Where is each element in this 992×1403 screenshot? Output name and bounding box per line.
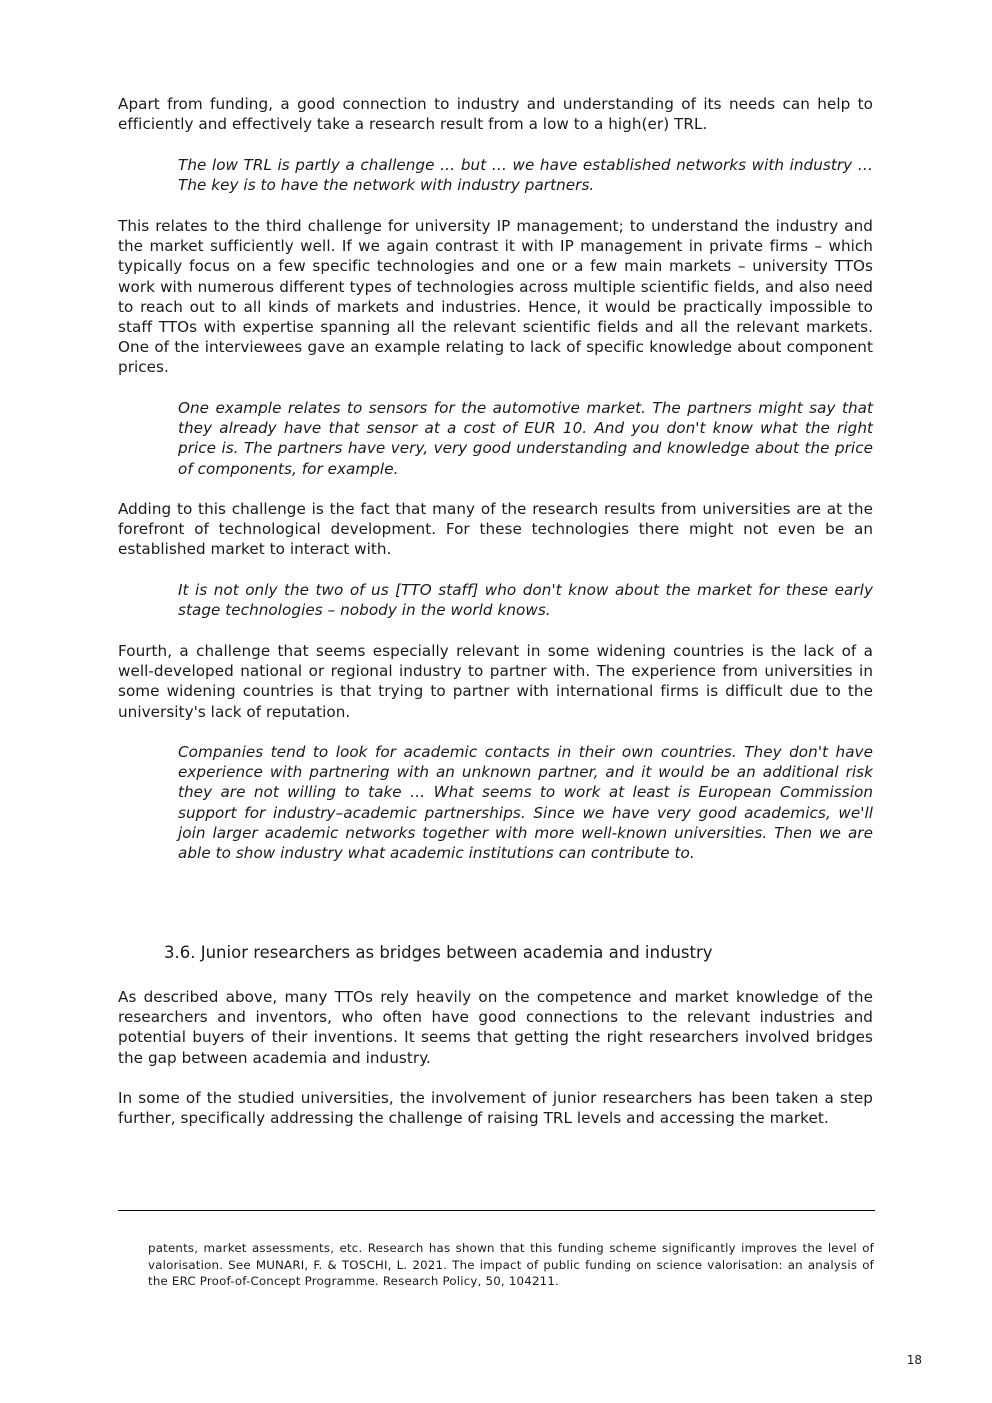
paragraph-junior-researchers: In some of the studied universities, the involvement of junior researchers has been taken a step further, specifically addressing the challenge of raising TRL levels and accessing the market.: [118, 1089, 873, 1128]
section-heading: 3.6. Junior researchers as bridges between academia and industry: [164, 943, 713, 962]
quote-academic-contacts: Companies tend to look for academic contacts in their own countries. They don't have experience with partnering with an unknown partner, and it would be an additional risk they are not willing to take … What seems to work at least is European Commission support for industry–academic partnerships. Since we have very good academics, we'll join larger academic networks together with more well-known universities. Then we are able to show industry what academic institutions can contribute to.: [178, 743, 873, 863]
page-number: 18: [906, 1353, 922, 1367]
footnote-divider: [118, 1210, 875, 1211]
paragraph-third-challenge: This relates to the third challenge for university IP management; to understand the industry and the market sufficiently well. If we again contrast it with IP management in private firms – which typically focus on a few specific technologies and one or a few main markets – university TTOs work with numerous different types of technologies across multiple scientific fields, and also need to reach out to all kinds of markets and industries. Hence, it would be practically impossible to staff TTOs with expertise spanning all the relevant scientific fields and all the relevant markets. One of the interviewees gave an example relating to lack of specific knowledge about component prices.: [118, 217, 873, 377]
paragraph-ttos-rely: As described above, many TTOs rely heavily on the competence and market knowledge of the researchers and inventors, who often have good connections to the relevant industries and potential buyers of their inventions. It seems that getting the right researchers involved bridges the gap between academia and industry.: [118, 988, 873, 1067]
quote-sensor-example: One example relates to sensors for the automotive market. The partners might say that they already have that sensor at a cost of EUR 10. And you don't know what the right price is. The partners have very, very good understanding and knowledge about the price of components, for example.: [178, 399, 873, 478]
footnote-text: patents, market assessments, etc. Research has shown that this funding scheme significantly improves the level of valorisation. See MUNARI, F. & TOSCHI, L. 2021. The impact of public funding on science valorisation: an analysis of the ERC Proof-of-Concept Programme. Research Policy, 50, 104211.: [148, 1241, 874, 1288]
paragraph-funding-connection: Apart from funding, a good connection to industry and understanding of its needs can help to efficiently and effectively take a research result from a low to a high(er) TRL.: [118, 95, 873, 134]
quote-low-trl: The low TRL is partly a challenge … but … we have established networks with industry … The key is to have the network with industry partners.: [178, 156, 873, 195]
quote-early-stage-market: It is not only the two of us [TTO staff] who don't know about the market for these early stage technologies – nobody in the world knows.: [178, 581, 873, 620]
paragraph-forefront-development: Adding to this challenge is the fact that many of the research results from universities are at the forefront of technological development. For these technologies there might not even be an established market to interact with.: [118, 500, 873, 559]
paragraph-fourth-challenge: Fourth, a challenge that seems especially relevant in some widening countries is the lack of a well-developed national or regional industry to partner with. The experience from universities in some widening countries is that trying to partner with international firms is difficult due to the university's lack of reputation.: [118, 642, 873, 721]
